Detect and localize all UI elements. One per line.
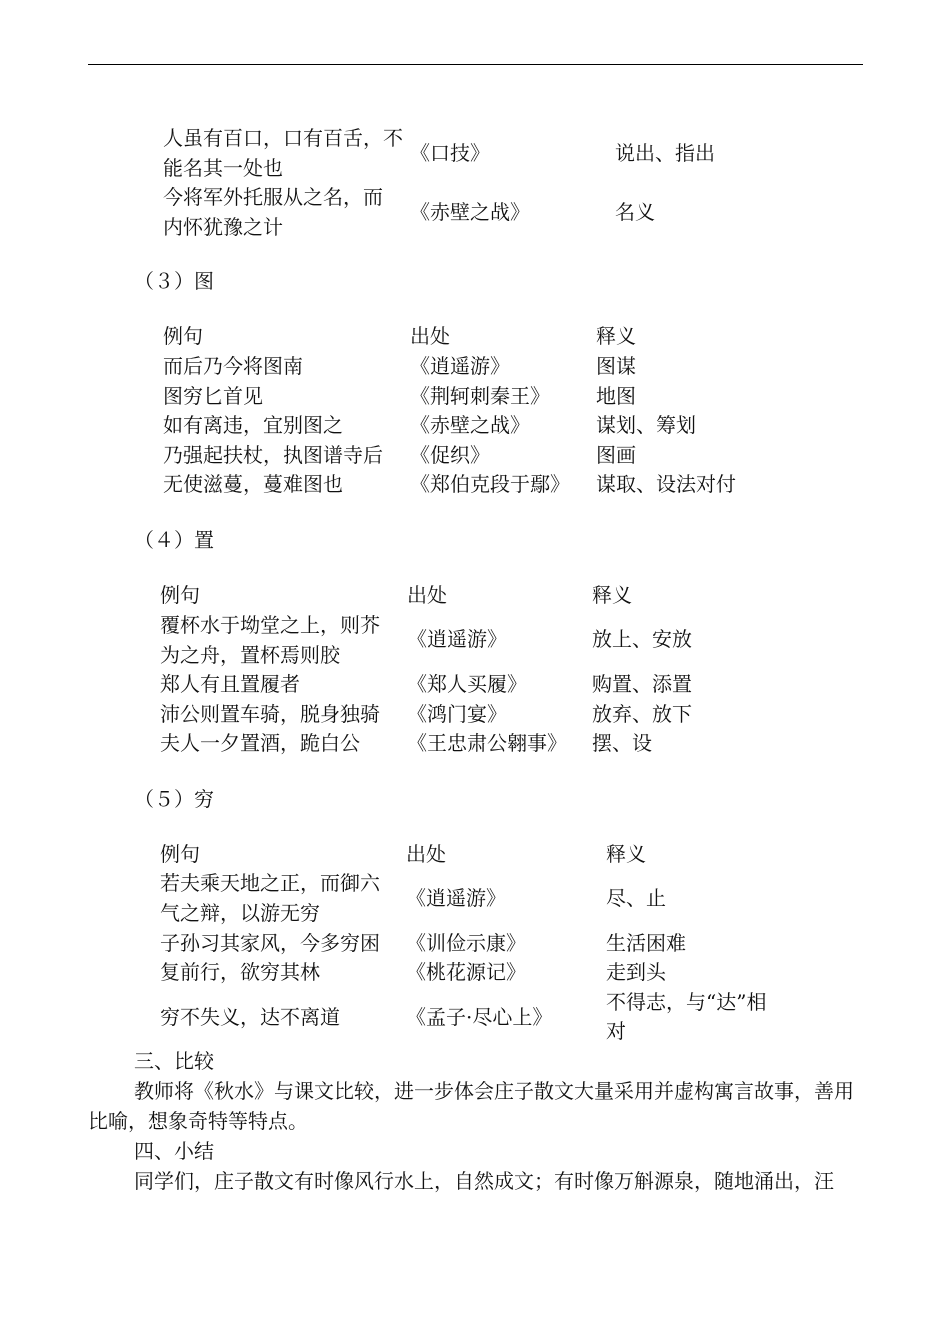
example-sentence: 气之辩，以游无穷 — [160, 901, 320, 925]
column-header: 例句 — [160, 842, 200, 866]
meaning-cell: 放上、安放 — [592, 627, 692, 651]
section-heading: （３）图 — [134, 269, 214, 293]
section-heading: （５）穷 — [134, 787, 214, 811]
source-cell: 《逍遥游》 — [410, 354, 510, 378]
example-sentence: 覆杯水于坳堂之上，则芥 — [160, 613, 380, 637]
example-sentence: 夫人一夕置酒，跪白公 — [160, 731, 360, 755]
meaning-cell: 说出、指出 — [615, 141, 715, 165]
example-sentence: 若夫乘天地之正，而御六 — [160, 871, 380, 895]
source-cell: 《王忠肃公翱事》 — [407, 731, 567, 755]
meaning-cell: 对 — [606, 1019, 626, 1043]
source-cell: 《促织》 — [410, 443, 490, 467]
column-header: 出处 — [406, 842, 446, 866]
example-sentence: 内怀犹豫之计 — [163, 215, 283, 239]
column-header: 出处 — [407, 583, 447, 607]
meaning-cell: 不得志，与“达”相 — [606, 990, 767, 1014]
column-header: 例句 — [163, 324, 203, 348]
source-cell: 《赤壁之战》 — [410, 413, 530, 437]
source-cell: 《郑伯克段于鄢》 — [410, 472, 570, 496]
example-sentence: 今将军外托服从之名，而 — [163, 185, 383, 209]
source-cell: 《孟子·尽心上》 — [406, 1005, 553, 1029]
meaning-cell: 图谋 — [596, 354, 636, 378]
meaning-cell: 尽、止 — [606, 886, 666, 910]
example-sentence: 乃强起扶杖，执图谱寺后 — [163, 443, 383, 467]
example-sentence: 图穷匕首见 — [163, 384, 263, 408]
header-rule — [88, 64, 863, 65]
section-heading: （４）置 — [134, 528, 214, 552]
meaning-cell: 谋划、筹划 — [596, 413, 696, 437]
example-sentence: 无使滋蔓，蔓难图也 — [163, 472, 343, 496]
source-cell: 《桃花源记》 — [406, 960, 526, 984]
meaning-cell: 名义 — [615, 200, 655, 224]
example-sentence: 沛公则置车骑，脱身独骑 — [160, 702, 380, 726]
example-sentence: 为之舟，置杯焉则胶 — [160, 643, 340, 667]
source-cell: 《逍遥游》 — [407, 627, 507, 651]
meaning-cell: 摆、设 — [592, 731, 652, 755]
summary-paragraph: 同学们，庄子散文有时像风行水上，自然成文；有时像万斛源泉，随地涌出，汪 — [134, 1169, 834, 1193]
source-cell: 《荆轲刺秦王》 — [410, 384, 550, 408]
meaning-cell: 生活困难 — [606, 931, 686, 955]
meaning-cell: 放弃、放下 — [592, 702, 692, 726]
example-sentence: 人虽有百口，口有百舌，不 — [163, 126, 403, 150]
column-header: 释义 — [592, 583, 632, 607]
source-cell: 《郑人买履》 — [407, 672, 527, 696]
example-sentence: 如有离违，宜别图之 — [163, 413, 343, 437]
example-sentence: 而后乃今将图南 — [163, 354, 303, 378]
meaning-cell: 走到头 — [606, 960, 666, 984]
example-sentence: 能名其一处也 — [163, 156, 283, 180]
example-sentence: 穷不失义，达不离道 — [160, 1005, 340, 1029]
source-cell: 《赤壁之战》 — [410, 200, 530, 224]
source-cell: 《鸿门宴》 — [407, 702, 507, 726]
example-sentence: 子孙习其家风，今多穷困 — [160, 931, 380, 955]
compare-heading: 三、比较 — [134, 1049, 214, 1073]
summary-heading: 四、小结 — [134, 1139, 214, 1163]
meaning-cell: 谋取、设法对付 — [596, 472, 736, 496]
meaning-cell: 购置、添置 — [592, 672, 692, 696]
meaning-cell: 地图 — [596, 384, 636, 408]
source-cell: 《口技》 — [410, 141, 490, 165]
compare-paragraph: 教师将《秋水》与课文比较，进一步体会庄子散文大量采用并虚构寓言故事，善用比喻，想象奇特等特点。 — [88, 1079, 854, 1133]
example-sentence: 复前行，欲穷其林 — [160, 960, 320, 984]
column-header: 释义 — [606, 842, 646, 866]
source-cell: 《训俭示康》 — [406, 931, 526, 955]
meaning-cell: 图画 — [596, 443, 636, 467]
example-sentence: 郑人有且置履者 — [160, 672, 300, 696]
source-cell: 《逍遥游》 — [406, 886, 506, 910]
column-header: 例句 — [160, 583, 200, 607]
column-header: 释义 — [596, 324, 636, 348]
column-header: 出处 — [410, 324, 450, 348]
